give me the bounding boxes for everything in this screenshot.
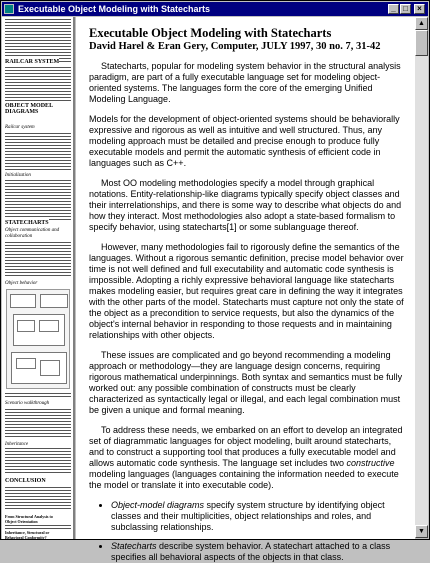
close-button[interactable]: × xyxy=(414,4,425,14)
paragraph-2: Models for the development of object-oriented systems should be behaviorally expressive and rigorous as well as intuitive and well structured. Thus, any modeling approach must be detailed and precise enough to produce fully executable models and permit the automatic synthesis of efficient code in languages such as C++. xyxy=(89,114,400,168)
thumbnail-text-block xyxy=(5,409,71,439)
window-title: Executable Object Modeling with Statecharts xyxy=(18,4,211,14)
paragraph-5: These issues are complicated and go beyond recommending a modeling approach or methodology—they are language design concerns, requiring rigorous mathematical underpinnings. Both syntax and semantics must be fully worked out: any possible combination of constructs must be clearly characterized as syntactically legal or illegal, and each legal combination must be given a unique and formal meaning. xyxy=(89,350,403,415)
thumbnail-text-block xyxy=(5,19,71,62)
thumbnail-text-block xyxy=(5,487,71,511)
thumbnail-text-block xyxy=(5,525,71,529)
thumbnail-sub-obj-comm-2[interactable]: collaboration xyxy=(5,234,33,239)
thumbnail-ref-1a[interactable]: From Structural Analysis to xyxy=(5,514,53,519)
page-thumbnail-pane[interactable] xyxy=(2,17,75,539)
thumbnail-heading-railcar[interactable]: RAILCAR SYSTEM xyxy=(5,59,60,65)
thumbnail-text-block xyxy=(5,180,71,220)
thumbnail-sub-initialization[interactable]: Initialization xyxy=(5,173,31,178)
article-byline: David Harel & Eran Gery, Computer, JULY 1997, 30 no. 7, 31-42 xyxy=(89,41,381,52)
list-item-term: Object-model diagrams xyxy=(111,500,205,510)
thumbnail-heading-conclusion[interactable]: CONCLUSION xyxy=(5,478,46,484)
article-content-pane[interactable] xyxy=(76,17,415,562)
title-bar[interactable] xyxy=(2,2,428,16)
thumbnail-heading-omd-2[interactable]: DIAGRAMS xyxy=(5,109,39,115)
paragraph-6 xyxy=(89,425,407,491)
paragraph-4: However, many methodologies fail to rigorously define the semantics of the languages. Without a rigorous semantic definition, precise model behavior over time is not well defined and full executability and automatic code synthesis is impossible. Adopting a richly expressive behavioral language like statecharts makes modeling easier, but requires great care in defining the way it integrates with the other parts of the model. Statecharts must capture not only the state of the object as a precondition to service requests, but also the dynamics of the object's internal behavior in responding to those requests and in maintaining relationships with other objects. xyxy=(89,242,404,340)
scroll-thumb[interactable] xyxy=(415,30,428,56)
thumbnail-text-block xyxy=(5,393,71,397)
paragraph-6-text-b: modeling languages (languages containing the information needed to execute the model or translate it into executable code). xyxy=(89,469,399,490)
scroll-up-button[interactable]: ▲ xyxy=(415,17,428,30)
thumbnail-ref-1b[interactable]: Object Orientation xyxy=(5,519,38,524)
thumbnail-text-block xyxy=(5,133,71,171)
thumbnail-heading-omd-1[interactable]: OBJECT MODEL xyxy=(5,103,54,109)
thumbnail-sub-object-behavior[interactable]: Object behavior xyxy=(5,281,38,286)
maximize-button[interactable]: □ xyxy=(400,4,411,14)
minimize-button[interactable]: _ xyxy=(388,4,399,14)
thumbnail-text-block xyxy=(5,67,71,103)
thumbnail-heading-statecharts[interactable]: STATECHARTS xyxy=(5,220,49,226)
paragraph-6-text-a: To address these needs, we embarked on an effort to develop an integrated set of diagrammatic languages for object modeling, built around statecharts, and to construct a supporting tool that produces a fully executable model and allows automatic code synthesis. The language set includes two xyxy=(89,425,403,468)
article-title: Executable Object Modeling with Statecharts xyxy=(89,26,332,40)
window-menu-icon[interactable] xyxy=(4,4,14,14)
paragraph-6-emphasis: constructive xyxy=(346,458,395,468)
list-item-text: specify system structure by identifying object classes and their multiplicities, object relationships and roles, and subclassing relationships. xyxy=(111,500,385,532)
thumbnail-sub-scenario[interactable]: Scenario walkthrough xyxy=(5,401,50,406)
thumbnail-sub-obj-comm-1[interactable]: Object communication and xyxy=(5,228,60,233)
thumbnail-sub-railcar-system[interactable]: Railcar system xyxy=(5,125,35,130)
thumbnail-ref-2b[interactable]: Behavioral Conformity? xyxy=(5,535,47,540)
thumbnail-text-block xyxy=(5,448,71,475)
list-item xyxy=(111,541,407,563)
paragraph-3: Most OO modeling methodologies specify a model through graphical notations. Entity-relationship-like diagrams typically specify object classes and their interrelationships, and there is some way to describe what objects do and how they interact. Most methodologies also adopt a state-based formalism to specify behavior, using statecharts[1] or some sublanguage thereof. xyxy=(89,178,402,232)
list-item-text: describe system behavior. A statechart attached to a class specifies all behavioral aspects of the objects in that class. xyxy=(111,541,391,562)
thumbnail-text-block xyxy=(5,242,71,278)
list-item xyxy=(111,500,407,533)
scroll-down-button[interactable]: ▼ xyxy=(415,525,428,538)
list-item-term: Statecharts xyxy=(111,541,157,551)
thumbnail-sub-inheritance[interactable]: Inheritance xyxy=(5,442,29,447)
thumbnail-figure-statechart xyxy=(6,289,70,389)
paragraph-1: Statecharts, popular for modeling system behavior in the structural analysis paradigm, are part of a fully executable language set for modeling object-oriented systems. The languages form the core of the emerging Unified Modeling Language. xyxy=(89,61,401,104)
thumbnail-ref-2a[interactable]: Inheritance, Structural or xyxy=(5,530,50,535)
bullet-list xyxy=(89,500,407,563)
vertical-scrollbar[interactable] xyxy=(415,17,428,538)
